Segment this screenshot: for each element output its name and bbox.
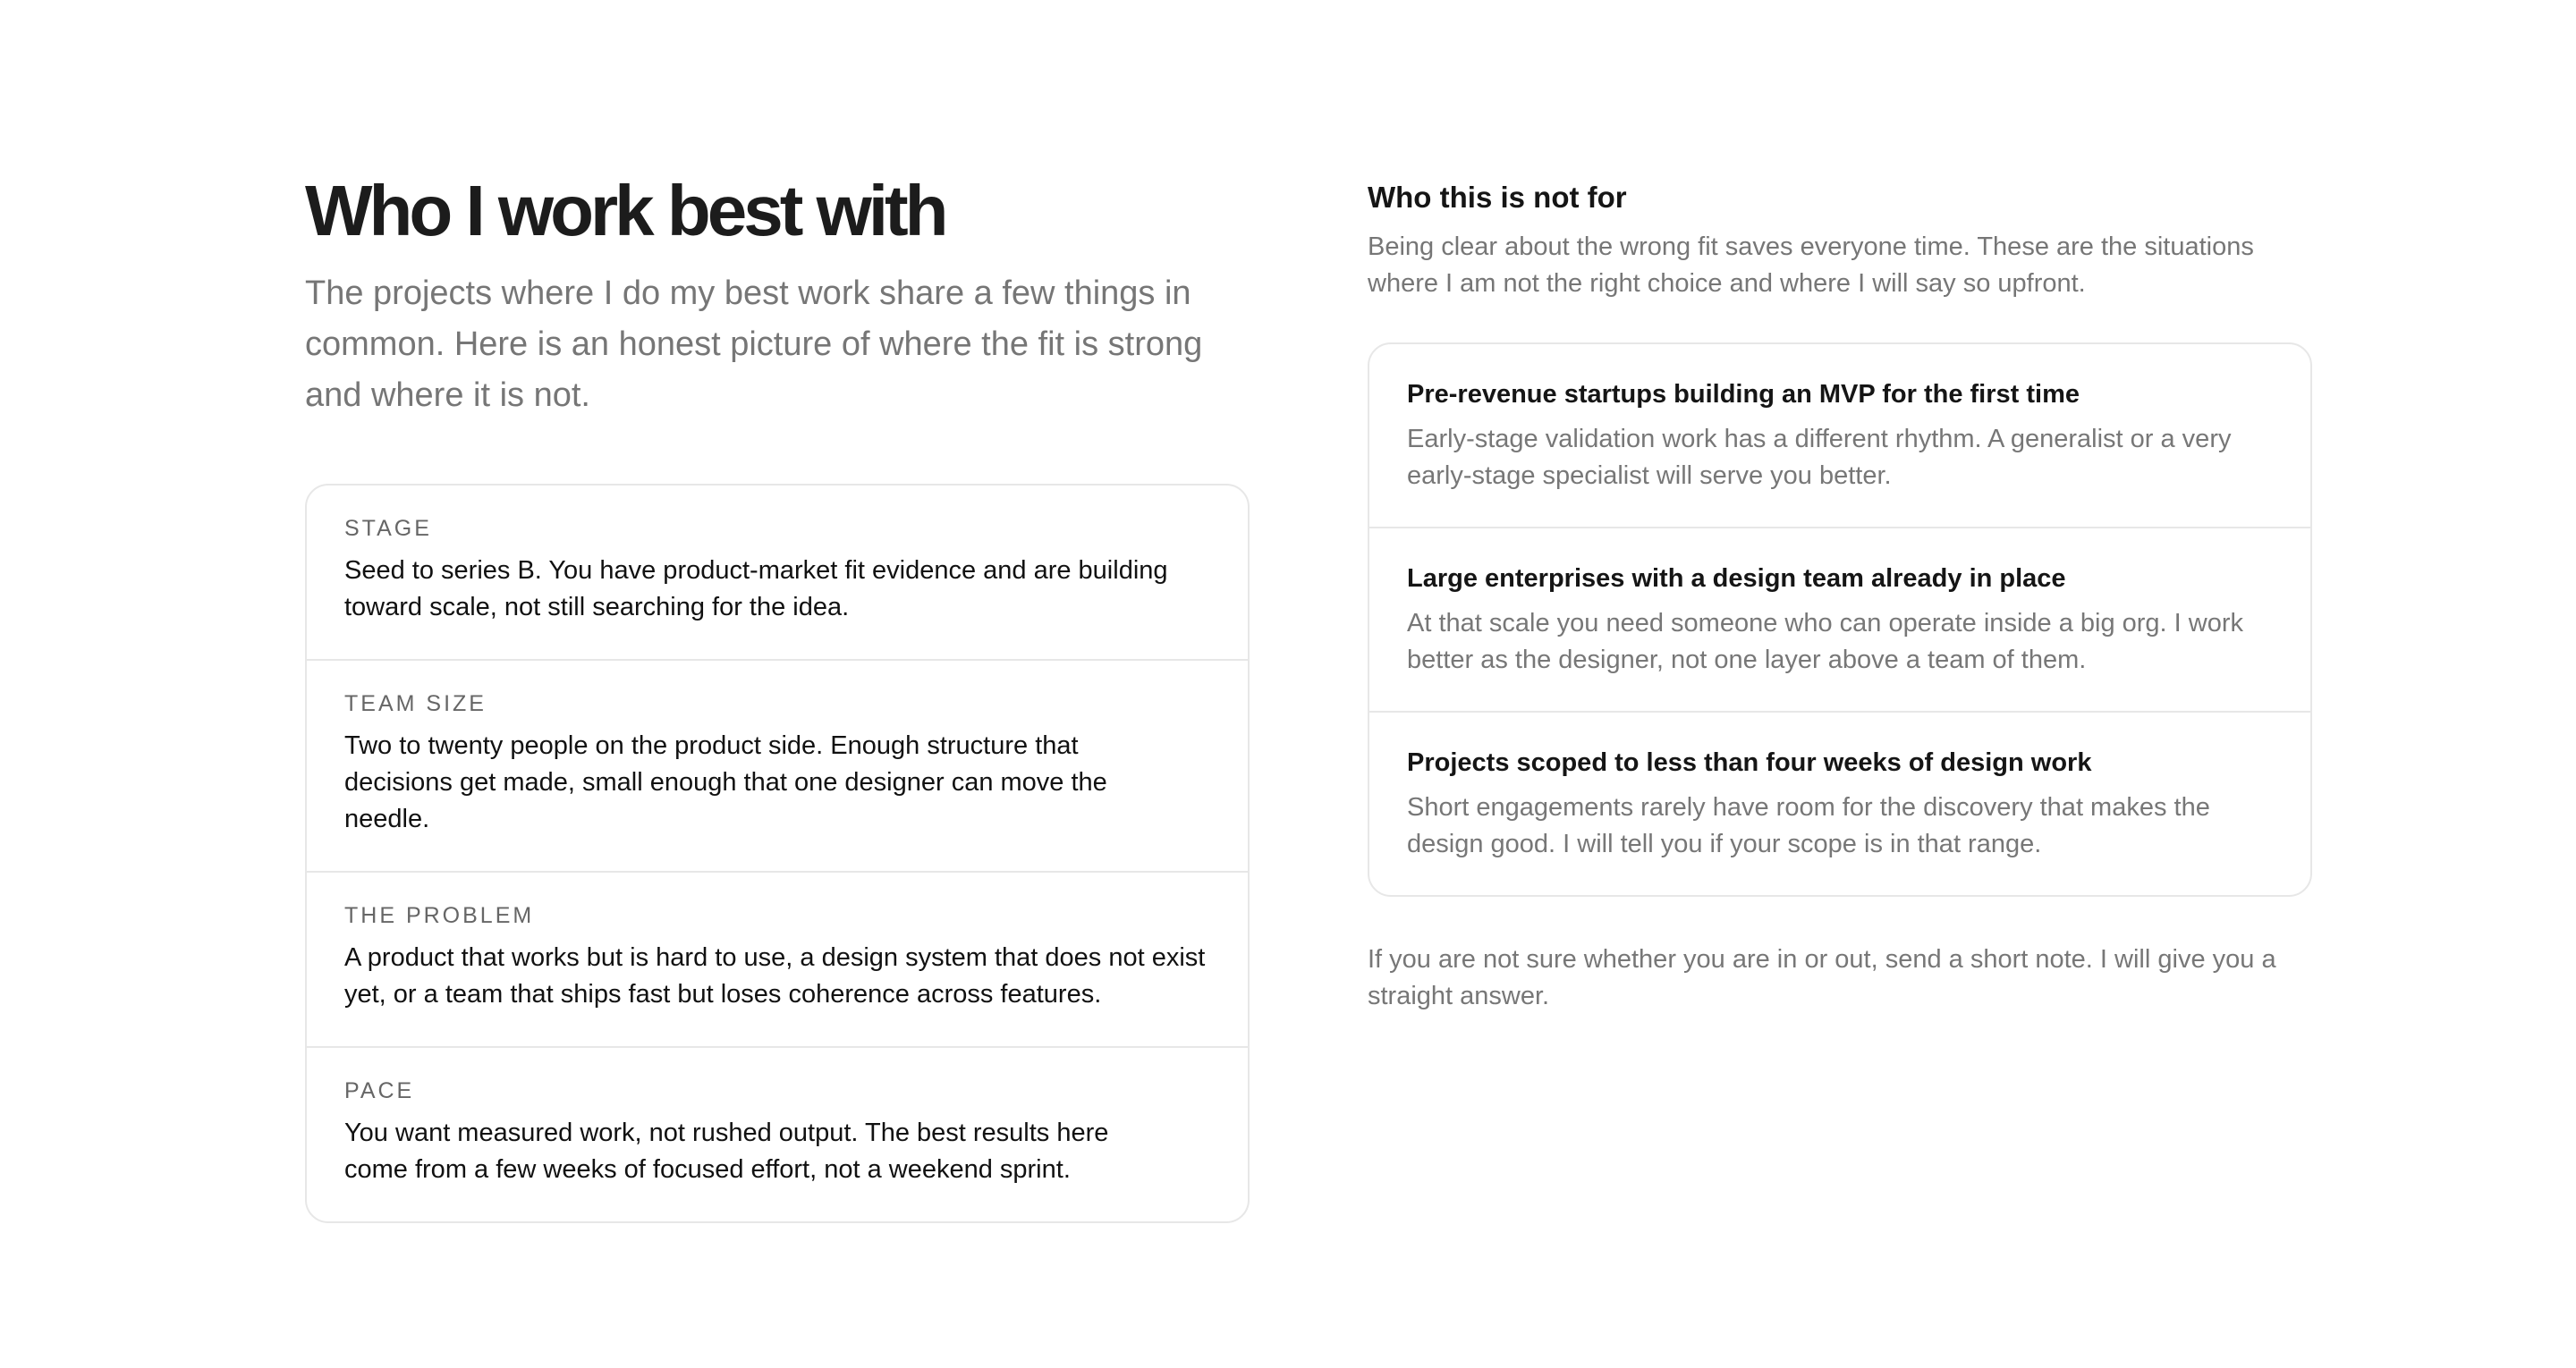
page-title: Who I work best with: [305, 171, 945, 250]
fit-text: Two to twenty people on the product side. Enough structure that decisions get made, small enough that one designer can move the needle.: [344, 731, 1107, 833]
not-for-item-title: Large enterprises with a design team already in place: [1407, 564, 2066, 593]
page-lead: The projects where I do my best work share a few things in common. Here is an honest picture of where the fit is strong and where it is not.: [305, 274, 1203, 414]
fit-label: PACE: [344, 1078, 415, 1103]
fit-text: A product that works but is hard to use, a design system that does not exist yet, or a team that ships fast but loses coherence across features.: [344, 943, 1206, 1009]
fit-row-the-problem: [307, 871, 1248, 1046]
fit-label: TEAM SIZE: [344, 691, 487, 716]
not-for-item: [1369, 711, 2310, 895]
not-for-section: [1368, 179, 2312, 1015]
not-for-item: [1369, 527, 2310, 711]
not-for-item: [1369, 344, 2310, 527]
fit-row-team-size: [307, 659, 1248, 871]
not-for-item-title: Projects scoped to less than four weeks of design work: [1407, 748, 2092, 777]
not-for-lead: Being clear about the wrong fit saves everyone time. These are the situations where I am not the right choice and where I will say so upfront.: [1368, 232, 2254, 298]
fit-row-stage: [307, 486, 1248, 659]
not-for-item-title: Pre-revenue startups building an MVP for the first time: [1407, 380, 2080, 409]
fit-criteria-card: [305, 484, 1250, 1223]
not-for-item-text: Short engagements rarely have room for the discovery that makes the design good. I will tell you if your scope is in that range.: [1407, 793, 2210, 858]
not-for-card: [1368, 342, 2312, 897]
not-for-item-text: At that scale you need someone who can operate inside a big org. I work better as the designer, not one layer above a team of them.: [1407, 609, 2244, 674]
fit-text: Seed to series B. You have product-market fit evidence and are building toward scale, not still searching for the idea.: [344, 556, 1168, 621]
not-for-footnote: If you are not sure whether you are in or out, send a short note. I will give you a straight answer.: [1368, 945, 2276, 1010]
not-for-item-text: Early-stage validation work has a different rhythm. A generalist or a very early-stage specialist will serve you better.: [1407, 425, 2232, 490]
fit-label: STAGE: [344, 516, 432, 541]
fit-text: You want measured work, not rushed output. The best results here come from a few weeks of focused effort, not a weekend sprint.: [344, 1119, 1109, 1184]
not-for-title: Who this is not for: [1368, 181, 1627, 214]
fit-section: [305, 170, 1250, 1223]
fit-label: THE PROBLEM: [344, 903, 535, 928]
fit-row-pace: [307, 1046, 1248, 1221]
